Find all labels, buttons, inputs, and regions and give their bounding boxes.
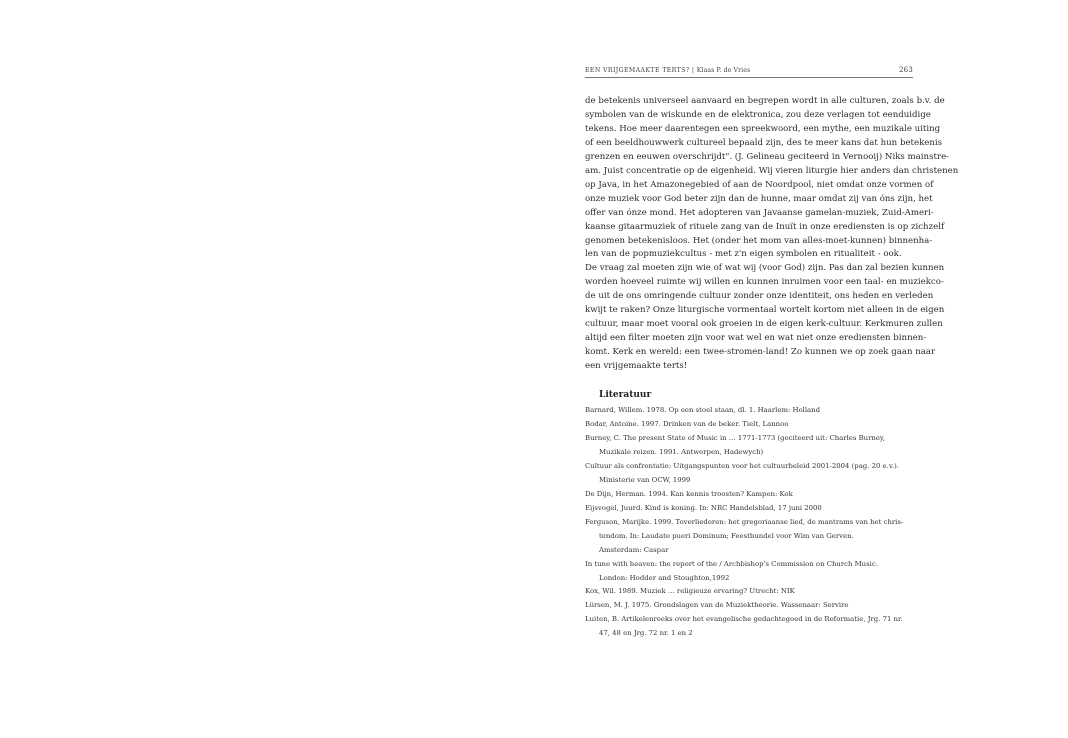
body-line: grenzen en eeuwen overschrijdt". (J. Gelineau geciteerd in Vernooij) Niks mainstre- — [585, 151, 950, 162]
running-head-separator: | — [691, 67, 695, 74]
reference-entry: Burney, C. The present State of Music in … 1771-1773 (geciteerd uit: Charles Burney, — [585, 433, 886, 442]
reference-entry: Kox, Wil. 1989. Muziek … religieuze ervaring? Utrecht: NIK — [585, 587, 795, 596]
body-line: komt. Kerk en wereld: een twee-stromen-land! Zo kunnen we op zoek gaan naar — [585, 347, 936, 358]
reference-entry: Ferguson, Marijke. 1999. Toverliederen: het gregoriaanse lied, de mantrams van het chris- — [585, 517, 904, 526]
reference-entry: Eijsvogel, Juurd. Kind is koning. In: NRC Handelsblad, 17 juni 2000 — [585, 503, 822, 512]
page-number: 263 — [899, 66, 913, 74]
body-line: de betekenis universeel aanvaard en begrepen wordt in alle culturen, zoals b.v. de — [585, 96, 945, 106]
body-line: onze muziek voor God beter zijn dan de hunne, maar omdat zij van óns zijn, het — [585, 193, 933, 204]
body-line: am. Juist concentratie op de eigenheid. Wij vieren liturgie hier anders dan christenen — [585, 165, 959, 176]
reference-continuation-line: tendom. In: Laudate pueri Dominum; Feestbundel voor Wim van Gerven. — [599, 531, 854, 540]
reference-continuation-line: Muzikale reizen. 1991. Antwerpen, Hadewych) — [599, 447, 764, 456]
reference-entry: Lürsen, M. J. 1975. Grondslagen van de Muziektheorie. Wassenaar: Servire — [585, 601, 849, 610]
reference-continuation-line: Ministerie van OCW, 1999 — [599, 475, 691, 484]
reference-continuation-line: Amsterdam: Caspar — [599, 545, 669, 554]
running-head-title — [585, 67, 750, 74]
body-line: genomen betekenisloos. Het (onder het mom van alles-moet-kunnen) binnenha- — [585, 235, 933, 246]
literature-heading: Literatuur — [599, 390, 652, 401]
running-head-author: Klaas P. de Vries — [696, 67, 751, 74]
reference-list — [585, 404, 913, 641]
reference-entry: In tune with heaven: the report of the / Archbishop's Commission on Church Music. — [585, 559, 878, 568]
reference-entry: De Dijn, Herman. 1994. Kan kennis troosten? Kampen: Kok — [585, 489, 793, 498]
body-line: symbolen van de wiskunde en de elektronica, zou deze verlagen tot eenduidige — [585, 109, 931, 120]
body-line: een vrijgemaakte terts! — [585, 361, 688, 372]
body-line: kaanse gitaarmuziek of rituele zang van de Inuït in onze erediensten is op zichzelf — [585, 221, 945, 232]
body-line: tekens. Hoe meer daarentegen een spreekwoord, een mythe, een muzikale uiting — [585, 123, 941, 134]
body-line: of een beeldhouwwerk cultureel bepaald zijn, des te meer kans dat hun betekenis — [585, 137, 943, 148]
body-line: kwijt te raken? Onze liturgische vormentaal wortelt kortom niet alleen in de eigen — [585, 305, 945, 316]
reference-entry: Luiten, B. Artikelenreeks over het evangelische gedachtegoed in de Reformatie, Jrg. 71 nr. — [585, 615, 903, 624]
reference-continuation-line: 47, 48 en Jrg. 72 nr. 1 en 2 — [599, 629, 693, 638]
body-line: len van de popmuziekcultus - met z'n eigen symbolen en ritualiteit - ook. — [585, 249, 902, 260]
body-paragraphs — [585, 95, 959, 374]
reference-entry: Bodar, Antoine. 1997. Drinken van de beker. Tielt, Lannoo — [585, 420, 789, 429]
reference-entry: Cultuur als confrontatie: Uitgangspunten voor het cultuurbeleid 2001-2004 (pag. 20 e.v.). — [585, 461, 899, 470]
running-head-series: EEN VRIJGEMAAKTE TERTS? — [585, 67, 690, 74]
body-line: worden hoeveel ruimte wij willen en kunnen inruimen voor een taal- en muziekco- — [585, 277, 944, 288]
reference-continuation-line: London: Hodder and Stoughton,1992 — [599, 573, 730, 582]
book-page — [585, 66, 959, 641]
body-line: De vraag zal moeten zijn wie of wat wij (voor God) zijn. Pas dan zal bezien kunnen — [585, 263, 945, 274]
body-line: offer van ónze mond. Het adopteren van Javaanse gamelan-muziek, Zuid-Ameri- — [585, 207, 934, 218]
body-line: cultuur, maar moet vooral ook groeien in de eigen kerk-cultuur. Kerkmuren zullen — [585, 319, 943, 330]
body-line: altijd een filter moeten zijn voor wat wel en wat niet onze erediensten binnen- — [585, 333, 927, 344]
body-line: de uit de ons omringende cultuur zonder onze identiteit, ons heden en verleden — [585, 291, 934, 302]
reference-entry: Barnard, Willem. 1978. Op een stoel staan, dl. 1. Haarlem: Holland — [585, 406, 821, 415]
body-line: op Java, in het Amazonegebied of aan de Noordpool, niet omdat onze vormen of — [585, 179, 934, 190]
running-head — [585, 66, 913, 78]
